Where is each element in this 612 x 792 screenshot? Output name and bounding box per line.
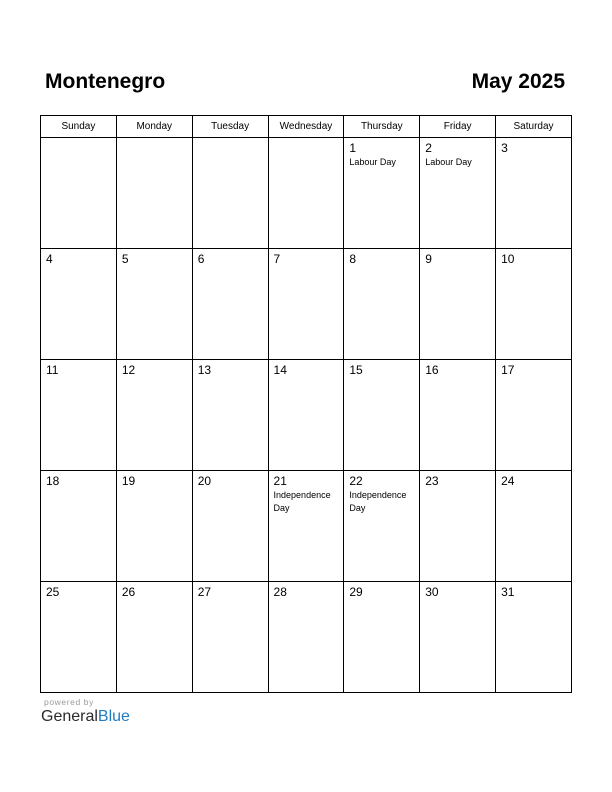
day-cell-content bbox=[117, 360, 192, 377]
day-cell-content bbox=[193, 582, 268, 599]
week-row bbox=[41, 249, 572, 360]
weekday-tuesday: Tuesday bbox=[192, 116, 268, 138]
day-cell-content bbox=[117, 471, 192, 488]
week-row bbox=[41, 471, 572, 582]
day-cell[interactable] bbox=[41, 471, 117, 582]
week-row bbox=[41, 360, 572, 471]
country-title: Montenegro bbox=[45, 70, 166, 93]
day-number: 12 bbox=[121, 363, 136, 377]
day-cell[interactable] bbox=[420, 360, 496, 471]
day-cell-content bbox=[344, 582, 419, 599]
day-cell-content bbox=[117, 249, 192, 266]
week-row bbox=[41, 138, 572, 249]
day-cell-content bbox=[41, 582, 116, 599]
day-cell-content bbox=[269, 249, 344, 266]
day-cell[interactable] bbox=[496, 360, 572, 471]
day-cell[interactable] bbox=[268, 582, 344, 693]
day-cell[interactable] bbox=[344, 360, 420, 471]
day-cell-content bbox=[496, 249, 571, 266]
calendar-body bbox=[41, 138, 572, 693]
day-cell[interactable] bbox=[41, 582, 117, 693]
day-cell-content bbox=[193, 249, 268, 266]
day-number: 5 bbox=[121, 252, 129, 266]
day-cell[interactable] bbox=[496, 249, 572, 360]
day-cell[interactable] bbox=[344, 138, 420, 249]
day-number: 15 bbox=[349, 363, 363, 377]
weekday-friday: Friday bbox=[420, 116, 496, 138]
day-number: 2 bbox=[425, 141, 432, 155]
day-cell[interactable] bbox=[268, 138, 344, 249]
holiday-label: Labour Day bbox=[349, 157, 396, 167]
day-cell[interactable] bbox=[192, 360, 268, 471]
day-cell-content bbox=[193, 360, 268, 377]
day-number: 1 bbox=[349, 141, 357, 155]
week-row bbox=[41, 582, 572, 693]
day-number: 13 bbox=[197, 363, 212, 377]
day-cell-content bbox=[193, 471, 268, 488]
day-cell[interactable] bbox=[41, 249, 117, 360]
day-number: 18 bbox=[46, 474, 60, 488]
day-cell[interactable] bbox=[268, 249, 344, 360]
day-cell[interactable] bbox=[268, 471, 344, 582]
day-number: 16 bbox=[425, 363, 439, 377]
brand-general: General bbox=[41, 708, 98, 725]
day-cell-content bbox=[496, 138, 571, 155]
day-number: 8 bbox=[349, 252, 357, 266]
weekday-saturday: Saturday bbox=[496, 116, 572, 138]
day-cell[interactable] bbox=[116, 582, 192, 693]
day-cell-content bbox=[269, 138, 344, 141]
day-cell-content bbox=[344, 138, 419, 169]
weekday-monday: Monday bbox=[116, 116, 192, 138]
day-number: 9 bbox=[425, 252, 432, 266]
holiday-label: Labour Day bbox=[425, 157, 472, 167]
day-cell[interactable] bbox=[420, 582, 496, 693]
day-number: 29 bbox=[349, 585, 363, 599]
day-cell[interactable] bbox=[192, 249, 268, 360]
day-number: 3 bbox=[501, 141, 508, 155]
day-cell[interactable] bbox=[420, 471, 496, 582]
day-number: 4 bbox=[46, 252, 53, 266]
day-cell-content bbox=[420, 249, 495, 266]
brand-blue: Blue bbox=[97, 708, 130, 725]
day-cell[interactable] bbox=[116, 138, 192, 249]
day-cell[interactable] bbox=[496, 582, 572, 693]
day-number: 25 bbox=[46, 585, 60, 599]
day-cell-content bbox=[269, 582, 344, 599]
generalblue-logo[interactable] bbox=[41, 708, 130, 726]
day-cell-content bbox=[193, 138, 268, 141]
day-cell[interactable] bbox=[116, 471, 192, 582]
day-cell-content bbox=[496, 360, 571, 377]
holiday-label: Independence Day bbox=[273, 490, 331, 513]
day-cell-content bbox=[41, 249, 116, 266]
day-cell[interactable] bbox=[192, 138, 268, 249]
day-cell[interactable] bbox=[420, 138, 496, 249]
day-number: 10 bbox=[501, 252, 515, 266]
day-cell[interactable] bbox=[344, 249, 420, 360]
day-number: 28 bbox=[273, 585, 287, 599]
day-cell[interactable] bbox=[496, 138, 572, 249]
day-cell-content bbox=[41, 471, 116, 488]
day-cell-content bbox=[41, 138, 116, 141]
day-cell-content bbox=[496, 582, 571, 599]
day-cell-content bbox=[344, 360, 419, 377]
day-cell[interactable] bbox=[344, 582, 420, 693]
day-number: 17 bbox=[501, 363, 515, 377]
day-number: 22 bbox=[349, 474, 363, 488]
powered-by-text: powered by bbox=[44, 697, 94, 707]
day-cell-content bbox=[117, 582, 192, 599]
day-number: 26 bbox=[121, 585, 136, 599]
day-number: 11 bbox=[46, 363, 59, 377]
day-number: 19 bbox=[121, 474, 136, 488]
day-number: 14 bbox=[273, 363, 287, 377]
day-number: 6 bbox=[197, 252, 205, 266]
day-cell[interactable] bbox=[420, 249, 496, 360]
weekday-wednesday: Wednesday bbox=[268, 116, 344, 138]
day-cell-content bbox=[344, 249, 419, 266]
day-cell-content bbox=[420, 138, 495, 169]
holiday-label: Independence Day bbox=[349, 490, 407, 513]
day-number: 21 bbox=[273, 474, 287, 488]
calendar-grid bbox=[40, 115, 572, 693]
day-cell[interactable] bbox=[116, 249, 192, 360]
day-cell-content bbox=[41, 360, 116, 377]
month-year-title: May 2025 bbox=[471, 70, 565, 93]
day-cell[interactable] bbox=[496, 471, 572, 582]
weekday-sunday: Sunday bbox=[41, 116, 117, 138]
day-number: 27 bbox=[197, 585, 212, 599]
day-number: 23 bbox=[425, 474, 439, 488]
day-cell[interactable] bbox=[268, 360, 344, 471]
day-number: 24 bbox=[501, 474, 515, 488]
day-cell[interactable] bbox=[192, 471, 268, 582]
day-number: 30 bbox=[425, 585, 439, 599]
day-cell-content bbox=[496, 471, 571, 488]
day-cell-content bbox=[420, 360, 495, 377]
weekday-thursday: Thursday bbox=[344, 116, 420, 138]
day-cell-content bbox=[344, 471, 419, 515]
day-number: 20 bbox=[197, 474, 212, 488]
day-cell-content bbox=[420, 471, 495, 488]
day-cell[interactable] bbox=[41, 360, 117, 471]
day-cell-content bbox=[117, 138, 192, 141]
day-number: 7 bbox=[273, 252, 281, 266]
day-cell[interactable] bbox=[41, 138, 117, 249]
day-number: 31 bbox=[501, 585, 515, 599]
day-cell-content bbox=[420, 582, 495, 599]
day-cell-content bbox=[269, 360, 344, 377]
day-cell[interactable] bbox=[192, 582, 268, 693]
day-cell[interactable] bbox=[344, 471, 420, 582]
day-cell[interactable] bbox=[116, 360, 192, 471]
day-cell-content bbox=[269, 471, 344, 515]
weekday-header-row bbox=[41, 116, 572, 138]
